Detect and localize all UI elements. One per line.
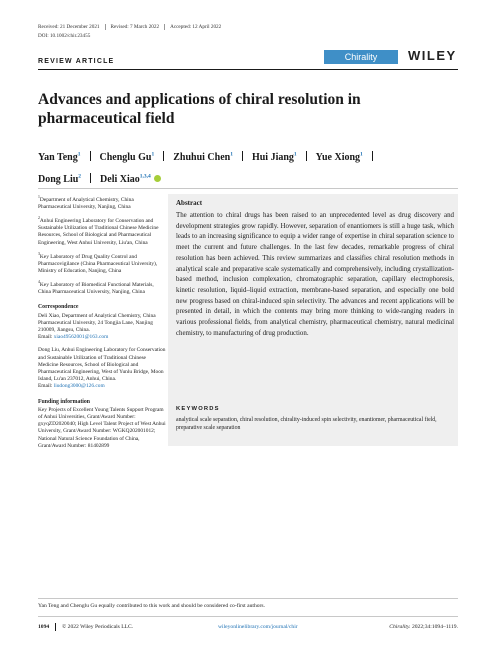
funding-text: Key Projects of Excellent Young Talents Support Program of Anhui Universities, Grant/Award Number: gxyqZD2020040; High Level Talent Project of West Anhui University, Grant/Award Number: WGKQ202001012; National Natural Science Foundation of China, Grant/Award Number: 81402899 — [38, 406, 166, 449]
co-first-author-note: Yan Teng and Chenglu Gu equally contributed to this work and should be considered co-first authors. — [38, 603, 265, 609]
author-list — [38, 146, 458, 189]
author[interactable]: Yan Teng$^1$ — [38, 152, 81, 164]
accepted-date: Accepted: 12 April 2022 — [170, 24, 222, 31]
header-divider — [38, 69, 458, 70]
author-separator — [163, 151, 164, 161]
correspondence-entry: Deli Xiao, Department of Analytical Chemistry, China Pharmaceutical University, 24 Tongjia Lane, Nanjing 210009, Jiangsu, China. Email: xiao49562001@163.com — [38, 312, 156, 341]
doi[interactable]: DOI: 10.1002/chir.23455 — [38, 33, 91, 39]
author[interactable]: Yue Xiong$^1$ — [315, 152, 363, 164]
correspondence-entry: Dong Liu, Anhui Engineering Laboratory for Conservation and Sustainable Utilization of Traditional Chinese Medicine Resources, School of Biological and Pharmaceutical Engineering, West of Yunlu Bridge, Moon Island, Lu'an 237012, Anhui, China. Email: liudong3000@126.com — [38, 347, 166, 390]
orcid-icon[interactable] — [154, 175, 161, 182]
page-number: 1094 — [38, 624, 50, 630]
email-link[interactable]: xiao49562001@163.com — [53, 334, 109, 341]
section-divider — [38, 188, 458, 189]
footer-divider — [38, 616, 458, 617]
article-type: REVIEW ARTICLE — [38, 58, 115, 65]
author-separator — [90, 173, 91, 183]
author-separator — [372, 151, 373, 161]
email-link[interactable]: liudong3000@126.com — [53, 383, 105, 390]
author[interactable]: Hui Jiang$^1$ — [251, 152, 297, 164]
journal-url[interactable]: wileyonlinelibrary.com/journal/chir — [218, 624, 298, 630]
affiliation: $^3$Key Laboratory of Drug Quality Control and Pharmacovigilance (China Pharmaceutical University), Ministry of Education, Nanjing, China — [38, 251, 158, 275]
author[interactable]: Zhuhui Chen$^1$ — [173, 152, 233, 164]
affiliation: $^1$Department of Analytical Chemistry, China Pharmaceutical University, Nanjing, China — [38, 195, 134, 210]
revised-date: Revised: 7 March 2022 — [110, 24, 160, 31]
keywords-heading: KEYWORDS — [176, 406, 220, 412]
abstract-heading: Abstract — [176, 199, 203, 207]
footnote-divider — [38, 598, 458, 599]
author-separator — [242, 151, 243, 161]
author[interactable]: Chenglu Gu$^1$ — [99, 152, 155, 164]
author-separator — [306, 151, 307, 161]
publisher-logo: WILEY — [408, 48, 457, 63]
abstract-text: The attention to chiral drugs has been raised to an unprecedented level as drug discovery and development strategies grow rapidly. However, separation of enantiomers is still a huge task, which leads to an increasing significance to equip a wider range of expertise in chiral separation science to meet the current and future challenges. In the last few decades, remarkable progress of chiral resolution has been achieved. This review summarizes and classifies chiral resolution methods in analytical scale and preparative scale systematically and comprehensively, including crystallization-based method, inclusion complexation, chromatographic separation, capillary electrophoresis, kinetic resolution, liquid–liquid extraction, membrane-based separation, and especially one bold new progress based on chiral-induced spin selectivity. The advances and recent applications will be presented in detail, in which the contents may bring more thinking to wide-ranging readers in various professional fields, from analytical chemistry, pharmaceutical chemistry, natural medicinal chemistry, to manufacturing of drug production. — [176, 212, 454, 337]
affiliation: $^2$Anhui Engineering Laboratory for Conservation and Sustainable Utilization of Traditional Chinese Medicine Resources, School of Biological and Pharmaceutical Engineering, West Anhui University, Liu'an, China — [38, 216, 159, 246]
affiliation: $^4$Key Laboratory of Biomedical Functional Materials, China Pharmaceutical University, Nanjing, China — [38, 280, 154, 296]
date-separator — [105, 24, 106, 30]
received-date: Received: 21 December 2021 — [38, 24, 100, 31]
footer-separator — [55, 623, 56, 631]
author[interactable]: Deli Xiao$^{1,3,4}$ — [100, 174, 161, 185]
copyright: © 2022 Wiley Periodicals LLC. — [62, 624, 134, 630]
correspondence-heading: Correspondence — [38, 304, 79, 311]
keywords-text: analytical scale separation, chiral resolution, chirality-induced spin selectivity, enantiomer, pharmaceutical field, preparative scale separation — [176, 417, 437, 431]
received-dates — [38, 24, 221, 30]
author-separator — [90, 151, 91, 161]
citation: Chirality. 2022;34:1094–1119. — [389, 624, 458, 630]
author[interactable]: Dong Liu$^2$ — [38, 173, 82, 185]
funding-heading: Funding information — [38, 398, 91, 405]
journal-badge: Chirality — [324, 50, 398, 64]
date-separator — [164, 24, 165, 30]
article-title: Advances and applications of chiral resolution in pharmaceutical field — [38, 91, 361, 127]
article-info-column — [38, 194, 166, 450]
